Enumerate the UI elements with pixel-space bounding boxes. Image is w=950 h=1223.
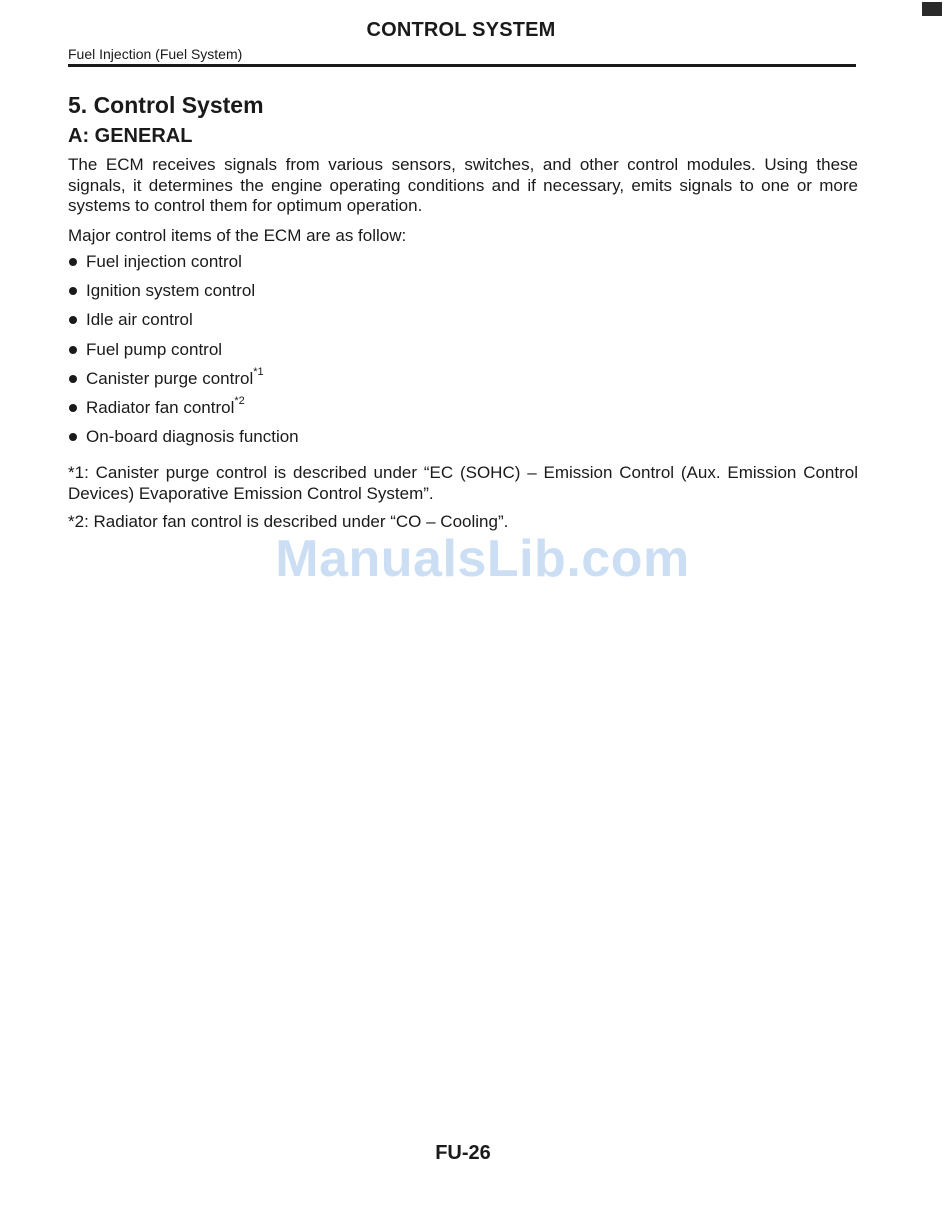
main-content — [68, 90, 858, 533]
bullet-icon — [69, 375, 77, 383]
list-item — [68, 366, 858, 389]
page-number: FU-26 — [435, 1142, 491, 1164]
footnote-2: *2: Radiator fan control is described under “CO – Cooling”. — [68, 512, 509, 532]
list-item — [68, 395, 858, 418]
list-item — [68, 310, 858, 330]
bullet-icon — [69, 258, 77, 266]
bullet-icon — [69, 316, 77, 324]
header-divider — [68, 64, 856, 67]
list-item-label: Ignition system control — [86, 281, 256, 301]
list-item-label: Idle air control — [86, 310, 193, 330]
subsection-title: A: GENERAL — [68, 125, 193, 147]
list-item-label: Fuel injection control — [86, 252, 242, 271]
list-item-label: On-board diagnosis function — [86, 427, 299, 447]
list-intro: Major control items of the ECM are as follow: — [68, 225, 407, 245]
corner-mark — [922, 2, 942, 16]
section-title: 5. Control System — [68, 92, 264, 118]
list-item — [68, 252, 858, 272]
watermark: ManualsLib.com — [275, 530, 690, 588]
page-header-title: CONTROL SYSTEM — [366, 19, 556, 41]
list-item-label: Radiator fan control — [86, 397, 235, 417]
bullet-icon — [69, 433, 77, 441]
intro-paragraph: The ECM receives signals from various sensors, switches, and other control modules. Using these signals, it determines the engine operating conditions and if necessary, emits signals to one or more systems to control them for optimum operation. — [68, 155, 858, 215]
list-item — [68, 427, 858, 447]
list-item — [68, 340, 858, 360]
bullet-icon — [69, 404, 77, 412]
list-item-label: Fuel pump control — [86, 339, 223, 359]
list-item — [68, 281, 858, 301]
control-items-list — [68, 252, 858, 447]
footnote-ref: *2 — [234, 395, 245, 408]
bullet-icon — [69, 346, 77, 354]
list-item-label: Canister purge control — [86, 368, 254, 388]
footnote-ref: *1 — [253, 366, 264, 379]
page-header-subtitle: Fuel Injection (Fuel System) — [68, 46, 243, 62]
footnote-1: *1: Canister purge control is described under “EC (SOHC) – Emission Control (Aux. Emission Control Devices) Evaporative Emission Control System”. — [68, 463, 858, 503]
bullet-icon — [69, 287, 77, 295]
